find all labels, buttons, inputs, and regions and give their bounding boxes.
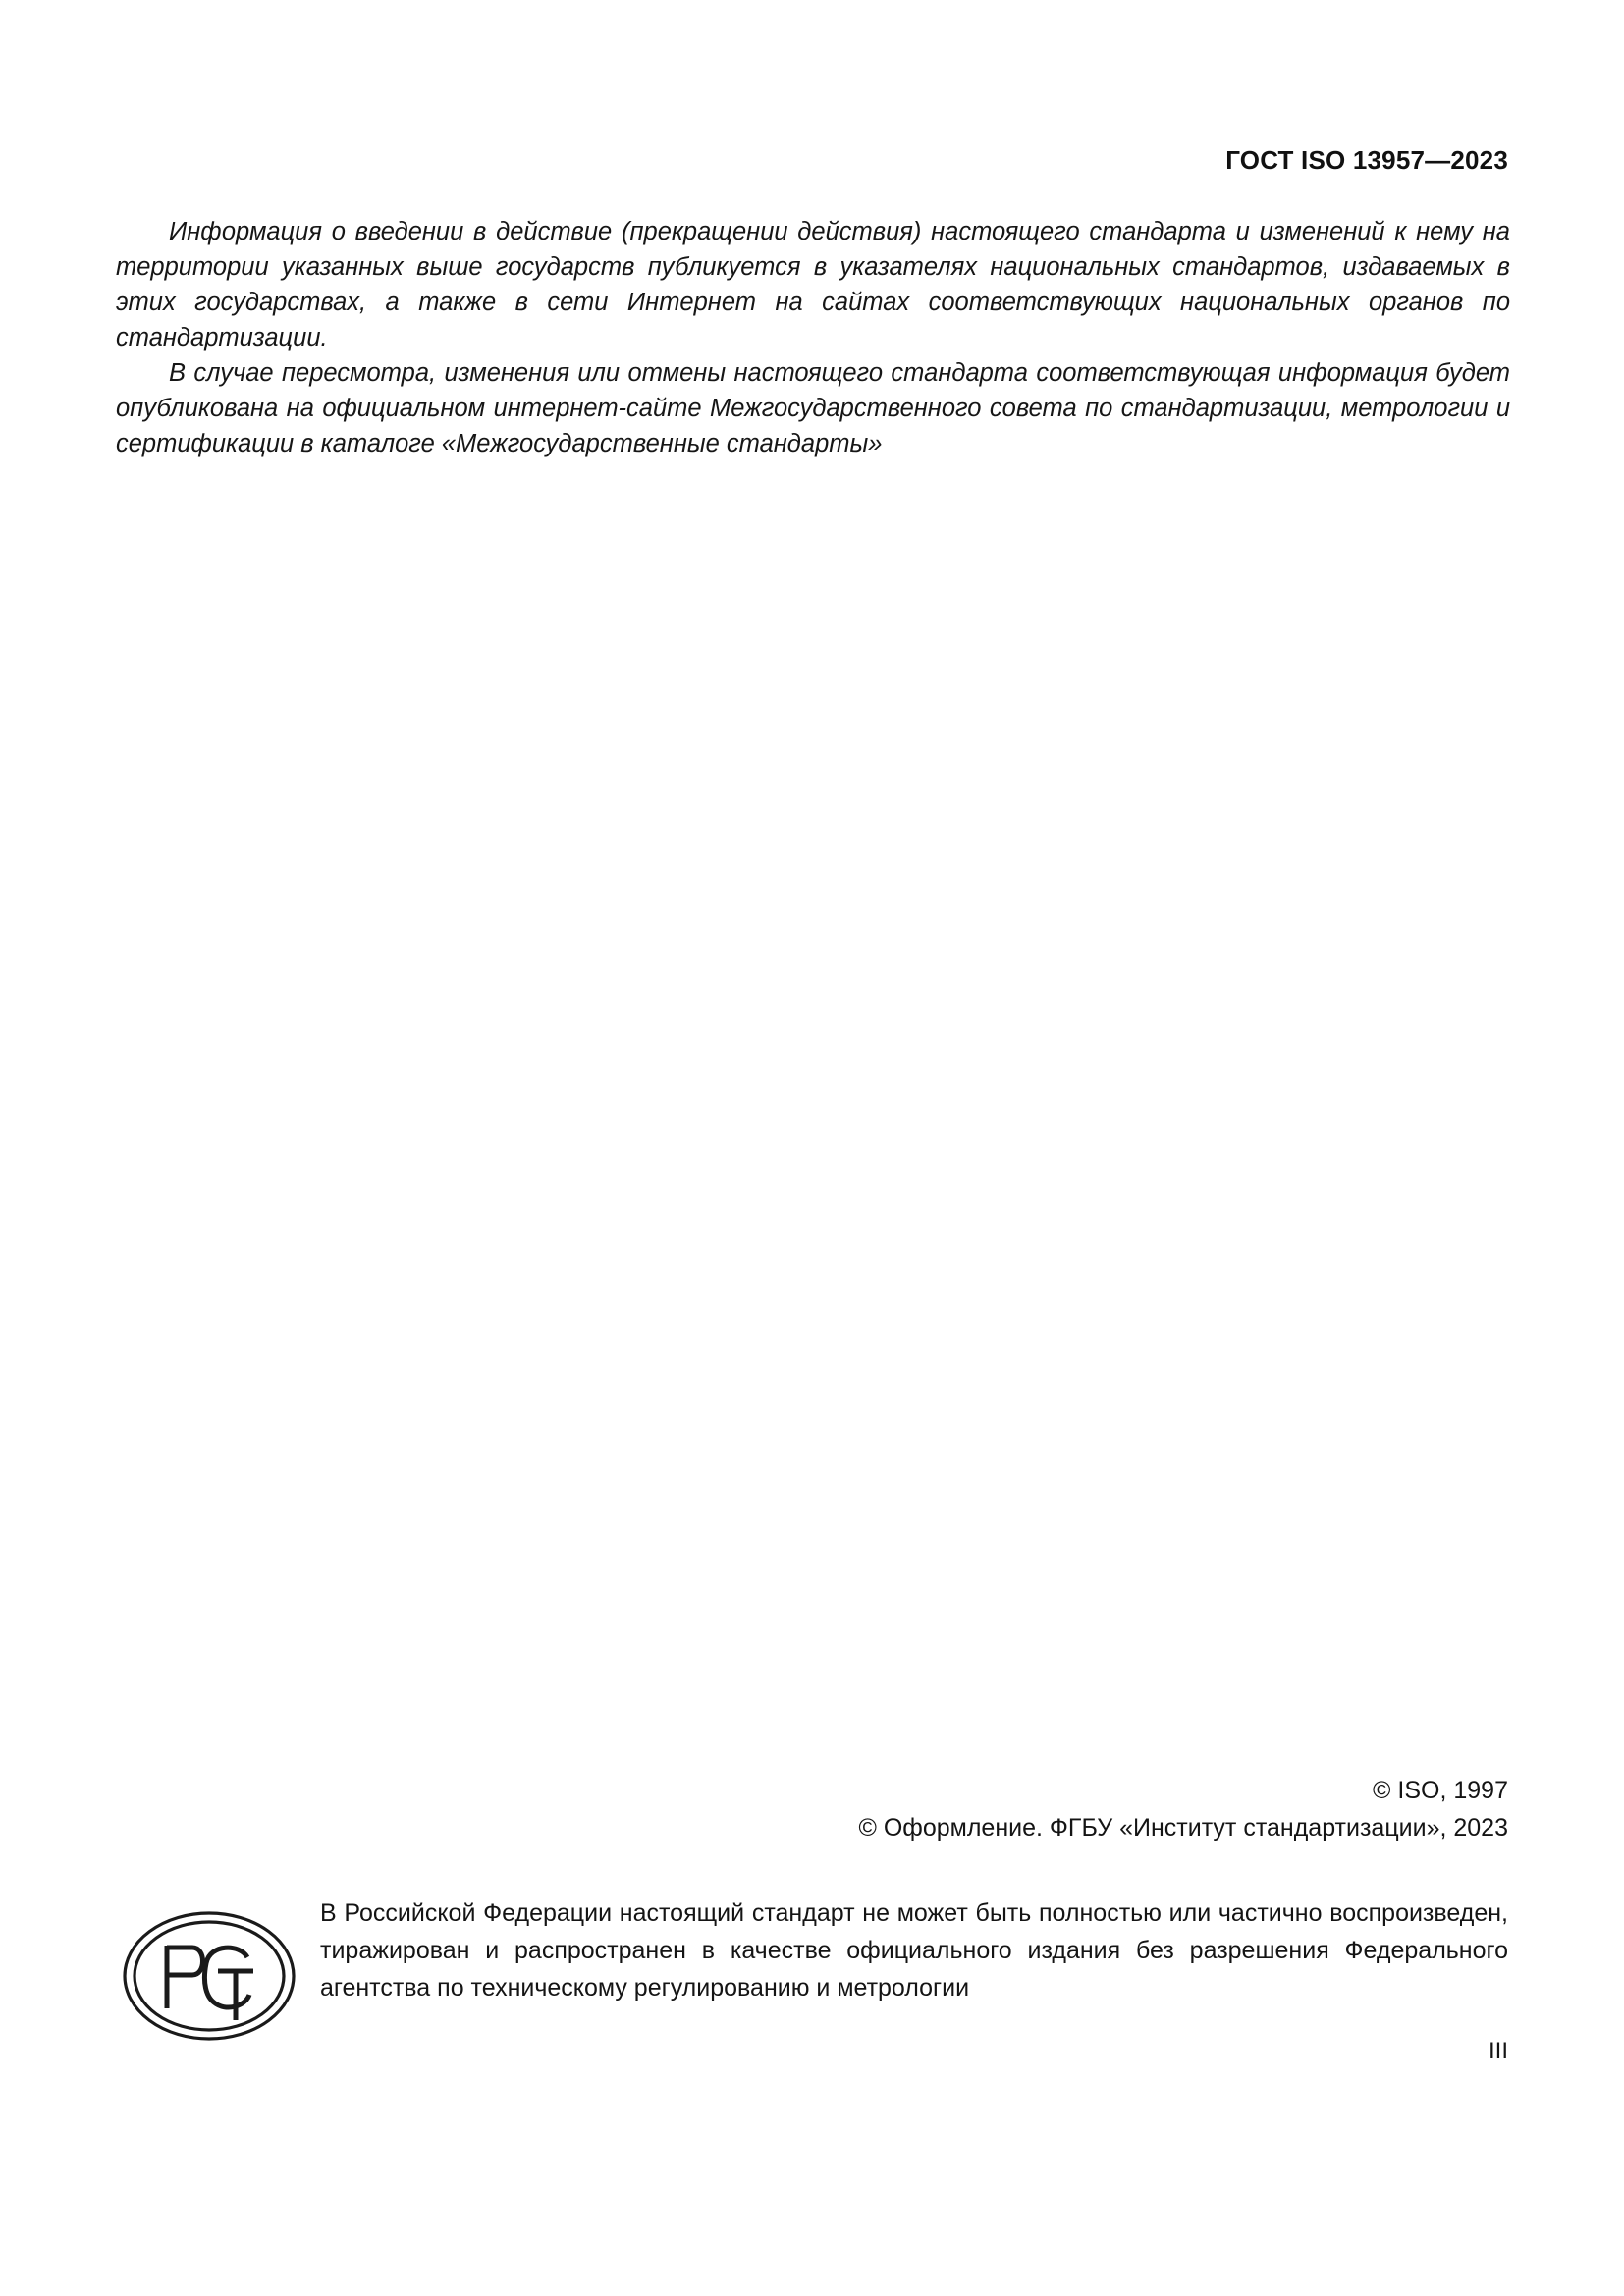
rst-certification-emblem-icon	[116, 1895, 312, 2050]
intro-paragraph-1: Информация о введении в действие (прекращении действия) настоящего стандарта и изменений к нему на территории указанных выше государств публикуется в указателях национальных стандартов, издаваемых в этих государствах, а также в сети Интернет на сайтах соответствующих национальных органов по стандартизации.	[116, 218, 1510, 351]
reproduction-notice-paragraph: В Российской Федерации настоящий стандарт не может быть полностью или частично воспроизведен, тиражирован и распространен в качестве официального издания без разрешения Федерального агентства по техническому регулированию и метрологии	[320, 1899, 1508, 2002]
copyright-block	[0, 1772, 1508, 1846]
intro-block	[116, 214, 1510, 461]
reproduction-notice-block	[116, 1895, 1508, 2050]
copyright-line-iso: © ISO, 1997	[1373, 1777, 1508, 1804]
page-number: III	[1488, 2038, 1508, 2064]
reproduction-notice-text	[312, 1895, 1508, 2006]
copyright-line-design: © Оформление. ФГБУ «Институт стандартизации», 2023	[858, 1814, 1508, 1842]
intro-paragraph-2: В случае пересмотра, изменения или отмены настоящего стандарта соответствующая информация будет опубликована на официальном интернет-сайте Межгосударственного совета по стандартизации, метрологии и сертификации в каталоге «Межгосударственные стандарты»	[116, 359, 1510, 457]
page-header-standard-number: ГОСТ ISO 13957—2023	[1225, 145, 1508, 175]
